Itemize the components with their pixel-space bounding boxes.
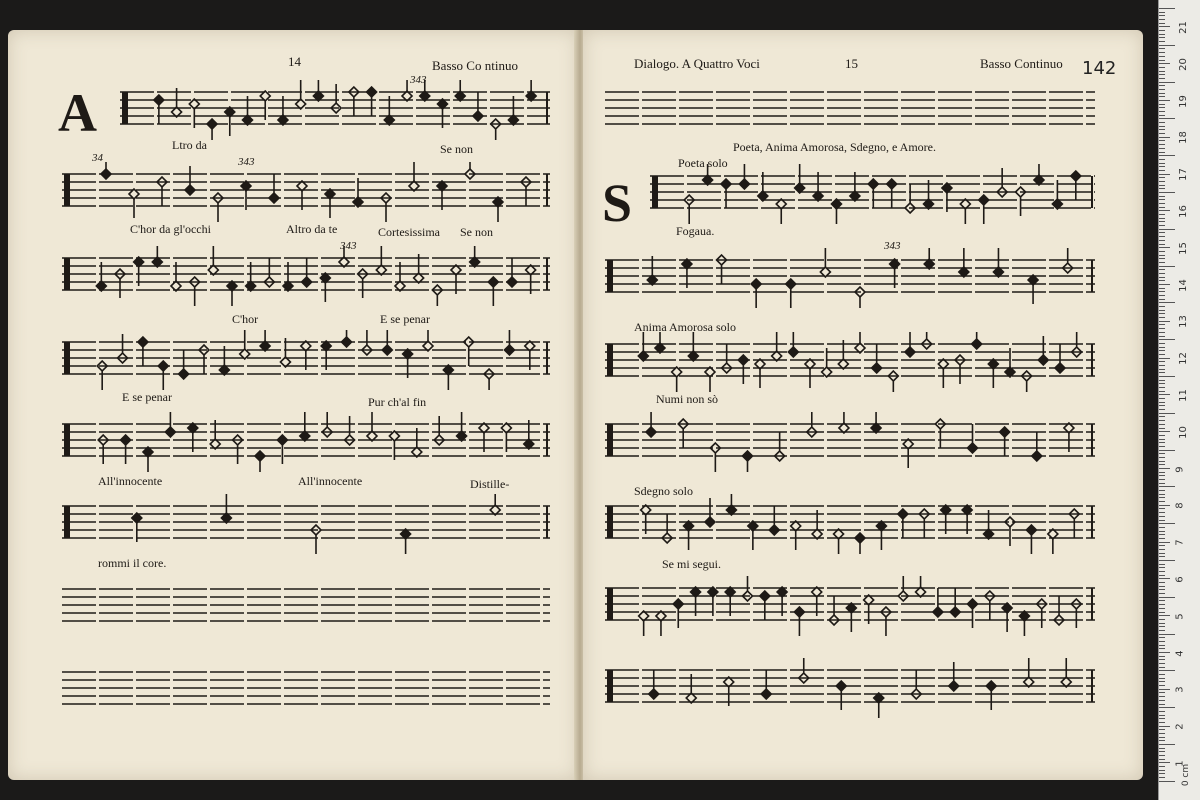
ruler-tick bbox=[1159, 369, 1165, 370]
ruler-tick bbox=[1159, 361, 1165, 362]
ruler-tick bbox=[1159, 236, 1165, 237]
ruler-tick bbox=[1159, 667, 1165, 668]
ruler-tick bbox=[1159, 155, 1175, 156]
figured-bass: 343 bbox=[410, 74, 427, 86]
ruler-number: 19 bbox=[1177, 94, 1189, 108]
ruler-tick bbox=[1159, 726, 1170, 727]
lyric-text: Cortesissima bbox=[378, 225, 440, 239]
music-staff bbox=[120, 80, 550, 140]
ruler-tick bbox=[1159, 273, 1165, 274]
ruler-tick bbox=[1159, 582, 1165, 583]
ruler-number: 13 bbox=[1177, 315, 1189, 329]
ruler-tick bbox=[1159, 310, 1165, 311]
ruler-tick bbox=[1159, 284, 1170, 285]
music-staff bbox=[62, 412, 550, 472]
ruler-tick bbox=[1159, 777, 1165, 778]
ruler-tick bbox=[1159, 409, 1165, 410]
ruler-tick bbox=[1159, 306, 1165, 307]
lyric-text: Altro da te bbox=[286, 222, 338, 236]
ruler-tick bbox=[1159, 508, 1165, 509]
ruler-tick bbox=[1159, 545, 1165, 546]
lyric-text: Sdegno solo bbox=[634, 484, 694, 498]
music-staff bbox=[62, 162, 550, 222]
ruler-tick bbox=[1159, 707, 1175, 708]
ruler-tick bbox=[1159, 472, 1165, 473]
ruler-tick bbox=[1159, 759, 1165, 760]
music-staff bbox=[605, 248, 1095, 308]
lyric-text: Se non bbox=[440, 142, 473, 156]
lyric-text: Numi non sò bbox=[656, 392, 719, 406]
ruler-tick bbox=[1159, 45, 1175, 46]
ruler-tick bbox=[1159, 589, 1165, 590]
ruler-tick bbox=[1159, 41, 1165, 42]
ruler-tick bbox=[1159, 523, 1175, 524]
ruler-tick bbox=[1159, 762, 1170, 763]
ruler-tick bbox=[1159, 30, 1165, 31]
figured-bass: 34 bbox=[92, 152, 103, 164]
decorative-initial-s: S bbox=[602, 173, 633, 233]
ruler-tick bbox=[1159, 659, 1165, 660]
ruler-tick bbox=[1159, 269, 1165, 270]
ruler-tick bbox=[1159, 637, 1165, 638]
ruler-tick bbox=[1159, 122, 1165, 123]
ruler-tick bbox=[1159, 678, 1165, 679]
music-staff bbox=[650, 164, 1095, 224]
ruler-tick bbox=[1159, 773, 1165, 774]
ruler-tick bbox=[1159, 221, 1165, 222]
ruler-tick bbox=[1159, 232, 1165, 233]
ruler-number: 20 bbox=[1177, 57, 1189, 71]
ruler-tick bbox=[1159, 435, 1165, 436]
ruler-tick bbox=[1159, 781, 1175, 782]
ruler-tick bbox=[1159, 163, 1165, 164]
ruler-tick bbox=[1159, 199, 1165, 200]
ruler-tick bbox=[1159, 170, 1165, 171]
left-part-label: Basso Co ntinuo bbox=[432, 58, 518, 73]
ruler-tick bbox=[1159, 280, 1165, 281]
ruler-number: 11 bbox=[1177, 389, 1189, 402]
ruler-tick bbox=[1159, 711, 1165, 712]
ruler-tick bbox=[1159, 166, 1165, 167]
ruler-tick bbox=[1159, 118, 1175, 119]
lyric-text: All'innocente bbox=[298, 474, 363, 488]
ruler-tick bbox=[1159, 748, 1165, 749]
ruler-tick bbox=[1159, 244, 1165, 245]
ruler-tick bbox=[1159, 531, 1165, 532]
ruler-tick bbox=[1159, 266, 1175, 267]
ruler-tick bbox=[1159, 538, 1165, 539]
music-staff bbox=[62, 577, 550, 637]
ruler-tick bbox=[1159, 63, 1170, 64]
ruler-number: 10 bbox=[1177, 425, 1189, 439]
ruler-tick bbox=[1159, 288, 1165, 289]
ruler-tick bbox=[1159, 527, 1165, 528]
figured-bass: 343 bbox=[884, 240, 901, 252]
ruler-tick bbox=[1159, 100, 1170, 101]
ruler-tick bbox=[1159, 704, 1165, 705]
ruler-tick bbox=[1159, 578, 1170, 579]
ruler-number: 12 bbox=[1177, 352, 1189, 366]
ruler-tick bbox=[1159, 442, 1165, 443]
lyric-text: Anima Amorosa solo bbox=[634, 320, 736, 334]
lyric-text: Distille- bbox=[470, 477, 510, 491]
ruler-tick bbox=[1159, 593, 1165, 594]
ruler-tick bbox=[1159, 751, 1165, 752]
ruler-tick bbox=[1159, 277, 1165, 278]
ruler-tick bbox=[1159, 358, 1170, 359]
ruler-tick bbox=[1159, 619, 1165, 620]
ruler-tick bbox=[1159, 332, 1165, 333]
ruler-tick bbox=[1159, 770, 1165, 771]
ruler-number: 3 bbox=[1174, 686, 1186, 694]
ruler-tick bbox=[1159, 174, 1170, 175]
ruler-tick bbox=[1159, 600, 1165, 601]
ruler-tick bbox=[1159, 604, 1165, 605]
ruler-tick bbox=[1159, 656, 1165, 657]
ruler-tick bbox=[1159, 78, 1165, 79]
ruler-tick bbox=[1159, 336, 1165, 337]
ruler-number: 21 bbox=[1177, 21, 1189, 34]
ruler-tick bbox=[1159, 696, 1165, 697]
ruler-tick bbox=[1159, 446, 1165, 447]
ruler-tick bbox=[1159, 387, 1165, 388]
ruler-tick bbox=[1159, 464, 1165, 465]
ruler-tick bbox=[1159, 140, 1165, 141]
ruler-tick bbox=[1159, 737, 1165, 738]
right-part-label: Basso Continuo bbox=[980, 56, 1063, 71]
ruler-tick bbox=[1159, 255, 1165, 256]
music-staff bbox=[605, 494, 1095, 554]
ruler-tick bbox=[1159, 159, 1165, 160]
ruler-tick bbox=[1159, 567, 1165, 568]
ruler-tick bbox=[1159, 258, 1165, 259]
ruler-tick bbox=[1159, 424, 1165, 425]
lyric-text: Fogaua. bbox=[676, 224, 715, 238]
ruler-tick bbox=[1159, 586, 1165, 587]
ruler-number: 5 bbox=[1174, 613, 1186, 620]
ruler-tick bbox=[1159, 192, 1175, 193]
ruler-tick bbox=[1159, 556, 1165, 557]
ruler-tick bbox=[1159, 93, 1165, 94]
ruler-tick bbox=[1159, 339, 1175, 340]
ruler-tick bbox=[1159, 302, 1175, 303]
ruler-tick bbox=[1159, 652, 1170, 653]
ruler-tick bbox=[1159, 663, 1165, 664]
ruler-tick bbox=[1159, 26, 1170, 27]
ruler-tick bbox=[1159, 56, 1165, 57]
lyric-text: Poeta solo bbox=[678, 156, 728, 170]
ruler-tick bbox=[1159, 416, 1165, 417]
ruler-tick bbox=[1159, 185, 1165, 186]
left-page-number: 14 bbox=[288, 54, 301, 69]
ruler-tick bbox=[1159, 439, 1165, 440]
decorative-initial-a: A bbox=[58, 83, 97, 143]
ruler-number: 7 bbox=[1174, 539, 1186, 546]
lyric-text: Se mi segui. bbox=[662, 557, 721, 571]
ruler-tick bbox=[1159, 755, 1165, 756]
ruler-tick bbox=[1159, 431, 1170, 432]
handwritten-note: 142 bbox=[1082, 58, 1117, 79]
ruler-tick bbox=[1159, 615, 1170, 616]
ruler-tick bbox=[1159, 733, 1165, 734]
ruler-tick bbox=[1159, 247, 1170, 248]
ruler-tick bbox=[1159, 689, 1170, 690]
ruler-tick bbox=[1159, 413, 1175, 414]
ruler-tick bbox=[1159, 571, 1165, 572]
ruler-tick bbox=[1159, 549, 1165, 550]
ruler-tick bbox=[1159, 48, 1165, 49]
ruler-tick bbox=[1159, 225, 1165, 226]
ruler-tick bbox=[1159, 453, 1165, 454]
ruler-tick bbox=[1159, 19, 1165, 20]
music-staff bbox=[605, 80, 1095, 140]
ruler-tick bbox=[1159, 207, 1165, 208]
ruler-tick bbox=[1159, 575, 1165, 576]
ruler-tick bbox=[1159, 82, 1175, 83]
ruler-tick bbox=[1159, 34, 1165, 35]
ruler-tick bbox=[1159, 490, 1165, 491]
ruler-tick bbox=[1159, 52, 1165, 53]
measurement-ruler bbox=[1158, 0, 1200, 800]
ruler-tick bbox=[1159, 634, 1175, 635]
ruler-number: 15 bbox=[1177, 241, 1189, 255]
ruler-tick bbox=[1159, 71, 1165, 72]
music-staff bbox=[62, 494, 550, 554]
ruler-tick bbox=[1159, 623, 1165, 624]
ruler-tick bbox=[1159, 240, 1165, 241]
ruler-number: 4 bbox=[1174, 649, 1186, 657]
ruler-tick bbox=[1159, 648, 1165, 649]
ruler-tick bbox=[1159, 129, 1165, 130]
ruler-tick bbox=[1159, 96, 1165, 97]
ruler-tick bbox=[1159, 457, 1165, 458]
lyric-text: Se non bbox=[460, 225, 493, 239]
ruler-tick bbox=[1159, 722, 1165, 723]
ruler-tick bbox=[1159, 483, 1165, 484]
ruler-tick bbox=[1159, 715, 1165, 716]
music-staff bbox=[605, 332, 1095, 392]
ruler-tick bbox=[1159, 152, 1165, 153]
music-staff bbox=[62, 660, 550, 720]
ruler-tick bbox=[1159, 740, 1165, 741]
ruler-tick bbox=[1159, 428, 1165, 429]
ruler-tick bbox=[1159, 398, 1165, 399]
ruler-number: 1 bbox=[1174, 760, 1186, 767]
ruler-tick bbox=[1159, 111, 1165, 112]
music-staff bbox=[605, 658, 1095, 718]
ruler-tick bbox=[1159, 89, 1165, 90]
ruler-tick bbox=[1159, 15, 1165, 16]
lyric-text: rommi il core. bbox=[98, 556, 167, 570]
ruler-tick bbox=[1159, 115, 1165, 116]
ruler-number: 9 bbox=[1174, 465, 1186, 473]
ruler-tick bbox=[1159, 317, 1165, 318]
ruler-tick bbox=[1159, 262, 1165, 263]
ruler-unit-label: 0 cm bbox=[1181, 763, 1192, 787]
ruler-tick bbox=[1159, 729, 1165, 730]
ruler-tick bbox=[1159, 564, 1165, 565]
ruler-tick bbox=[1159, 685, 1165, 686]
ruler-tick bbox=[1159, 405, 1165, 406]
ruler-tick bbox=[1159, 402, 1165, 403]
ruler-tick bbox=[1159, 137, 1170, 138]
ruler-number: 6 bbox=[1174, 576, 1186, 583]
ruler-tick bbox=[1159, 394, 1170, 395]
ruler-tick bbox=[1159, 494, 1165, 495]
lyric-text: Pur ch'al fin bbox=[368, 395, 427, 409]
ruler-tick bbox=[1159, 497, 1165, 498]
ruler-tick bbox=[1159, 74, 1165, 75]
lyric-text: E se penar bbox=[380, 312, 430, 326]
ruler-tick bbox=[1159, 350, 1165, 351]
lyric-text: C'hor bbox=[232, 312, 259, 326]
ruler-tick bbox=[1159, 251, 1165, 252]
ruler-tick bbox=[1159, 641, 1165, 642]
ruler-tick bbox=[1159, 328, 1165, 329]
ruler-number: 17 bbox=[1177, 168, 1189, 182]
ruler-tick bbox=[1159, 450, 1175, 451]
lyric-text: E se penar bbox=[122, 390, 172, 404]
ruler-tick bbox=[1159, 520, 1165, 521]
ruler-tick bbox=[1159, 505, 1170, 506]
ruler-tick bbox=[1159, 23, 1165, 24]
ruler-number: 2 bbox=[1174, 723, 1186, 730]
ruler-tick bbox=[1159, 645, 1165, 646]
ruler-tick bbox=[1159, 177, 1165, 178]
ruler-tick bbox=[1159, 214, 1165, 215]
ruler-tick bbox=[1159, 133, 1165, 134]
ruler-tick bbox=[1159, 468, 1170, 469]
ruler-tick bbox=[1159, 37, 1165, 38]
ruler-number: 16 bbox=[1177, 205, 1189, 218]
music-staff bbox=[605, 576, 1095, 636]
ruler-number: 14 bbox=[1177, 278, 1189, 292]
ruler-tick bbox=[1159, 376, 1175, 377]
ruler-tick bbox=[1159, 626, 1165, 627]
ruler-tick bbox=[1159, 291, 1165, 292]
piece-subtitle: Poeta, Anima Amorosa, Sdegno, e Amore. bbox=[733, 140, 936, 154]
music-staff bbox=[62, 246, 550, 306]
ruler-tick bbox=[1159, 148, 1165, 149]
ruler-tick bbox=[1159, 196, 1165, 197]
ruler-tick bbox=[1159, 391, 1165, 392]
ruler-tick bbox=[1159, 372, 1165, 373]
ruler-tick bbox=[1159, 597, 1175, 598]
ruler-tick bbox=[1159, 608, 1165, 609]
ruler-tick bbox=[1159, 365, 1165, 366]
ruler-tick bbox=[1159, 486, 1175, 487]
ruler-tick bbox=[1159, 210, 1170, 211]
ruler-tick bbox=[1159, 321, 1170, 322]
right-page-number: 15 bbox=[845, 56, 858, 71]
ruler-tick bbox=[1159, 313, 1165, 314]
ruler-tick bbox=[1159, 766, 1165, 767]
ruler-tick bbox=[1159, 67, 1165, 68]
ruler-tick bbox=[1159, 420, 1165, 421]
ruler-tick bbox=[1159, 553, 1165, 554]
ruler-number: 18 bbox=[1177, 131, 1189, 145]
ruler-tick bbox=[1159, 380, 1165, 381]
ruler-tick bbox=[1159, 126, 1165, 127]
ruler-tick bbox=[1159, 229, 1175, 230]
ruler-tick bbox=[1159, 512, 1165, 513]
ruler-tick bbox=[1159, 630, 1165, 631]
ruler-tick bbox=[1159, 461, 1165, 462]
ruler-number: 8 bbox=[1174, 502, 1186, 510]
ruler-tick bbox=[1159, 479, 1165, 480]
ruler-tick bbox=[1159, 534, 1165, 535]
ruler-tick bbox=[1159, 107, 1165, 108]
ruler-tick bbox=[1159, 347, 1165, 348]
ruler-tick bbox=[1159, 475, 1165, 476]
ruler-tick bbox=[1159, 516, 1165, 517]
lyric-text: C'hor da gl'occhi bbox=[130, 222, 211, 236]
ruler-tick bbox=[1159, 681, 1165, 682]
ruler-tick bbox=[1159, 700, 1165, 701]
right-title: Dialogo. A Quattro Voci bbox=[634, 56, 760, 71]
music-staff bbox=[605, 412, 1095, 472]
ruler-tick bbox=[1159, 612, 1165, 613]
ruler-tick bbox=[1159, 85, 1165, 86]
ruler-tick bbox=[1159, 542, 1170, 543]
ruler-tick bbox=[1159, 383, 1165, 384]
ruler-tick bbox=[1159, 501, 1165, 502]
ruler-tick bbox=[1159, 12, 1165, 13]
ruler-tick bbox=[1159, 104, 1165, 105]
figured-bass: 343 bbox=[238, 156, 255, 168]
ruler-tick bbox=[1159, 324, 1165, 325]
ruler-tick bbox=[1159, 343, 1165, 344]
lyric-text: Ltro da bbox=[172, 138, 207, 152]
ruler-tick bbox=[1159, 8, 1175, 9]
lyric-text: All'innocente bbox=[98, 474, 163, 488]
ruler-tick bbox=[1159, 295, 1165, 296]
ruler-tick bbox=[1159, 744, 1175, 745]
figured-bass: 343 bbox=[340, 240, 357, 252]
ruler-tick bbox=[1159, 188, 1165, 189]
ruler-tick bbox=[1159, 203, 1165, 204]
ruler-tick bbox=[1159, 692, 1165, 693]
ruler-tick bbox=[1159, 60, 1165, 61]
ruler-tick bbox=[1159, 144, 1165, 145]
ruler-tick bbox=[1159, 560, 1175, 561]
ruler-tick bbox=[1159, 299, 1165, 300]
ruler-tick bbox=[1159, 718, 1165, 719]
ruler-tick bbox=[1159, 181, 1165, 182]
music-staff bbox=[62, 330, 550, 390]
ruler-tick bbox=[1159, 674, 1165, 675]
ruler-tick bbox=[1159, 354, 1165, 355]
ruler-tick bbox=[1159, 670, 1175, 671]
ruler-tick bbox=[1159, 218, 1165, 219]
